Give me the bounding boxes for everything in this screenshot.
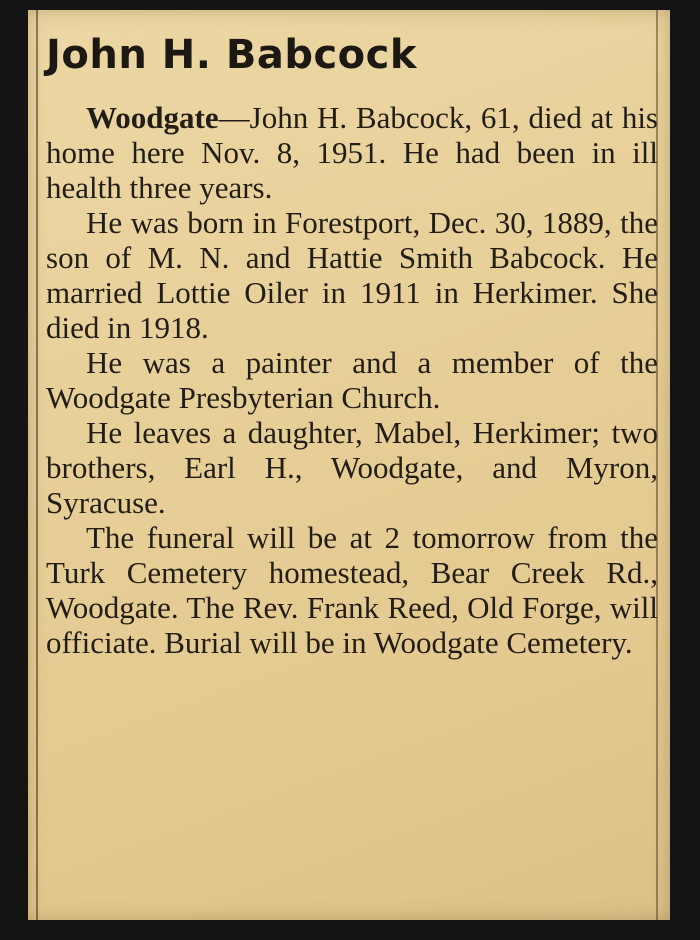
paragraph-text: He was born in Forestport, Dec. 30, 1889, the son of M. N. and Hattie Smith Babcock. He married Lottie Oiler in 1911 in Herkimer. She died in 1918. bbox=[46, 205, 658, 345]
paragraph-text: He leaves a daughter, Mabel, Herkimer; two brothers, Earl H., Woodgate, and Myron, Syracuse. bbox=[46, 415, 658, 520]
paragraph-survivors bbox=[46, 415, 658, 520]
paragraph-text: —John H. Babcock, 61, died at his home here Nov. 8, 1951. He had been in ill health three years. bbox=[46, 100, 658, 205]
obituary-body bbox=[46, 100, 658, 660]
paragraph-text: He was a painter and a member of the Woodgate Presbyterian Church. bbox=[46, 345, 658, 415]
paragraph-text: The funeral will be at 2 tomorrow from the Turk Cemetery homestead, Bear Creek Rd., Woodgate. The Rev. Frank Reed, Old Forge, will officiate. Burial will be in Woodgate Cemetery. bbox=[46, 520, 658, 660]
newspaper-clipping bbox=[28, 10, 670, 920]
paragraph-funeral bbox=[46, 520, 658, 660]
paragraph-birth-marriage bbox=[46, 205, 658, 345]
paragraph-death-notice bbox=[46, 100, 658, 205]
paragraph-occupation bbox=[46, 345, 658, 415]
dateline: Woodgate bbox=[86, 100, 219, 135]
obituary-headline: John H. Babcock bbox=[46, 32, 417, 78]
